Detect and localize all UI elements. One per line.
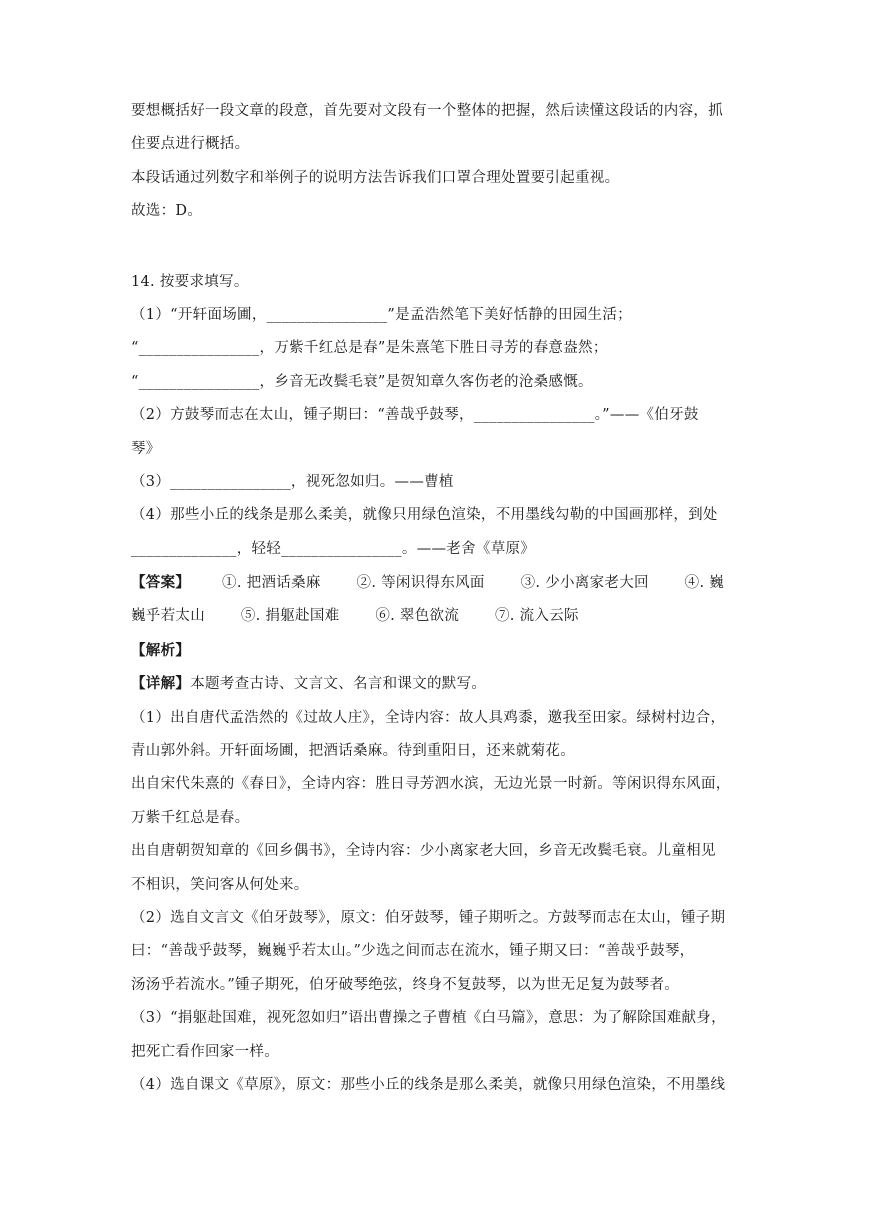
detail-line: 出自唐朝贺知章的《回乡偶书》，全诗内容：少小离家老大回，乡音无改鬓毛衰。儿童相见: [131, 843, 716, 860]
question-line: （2）方鼓琴而志在太山，锺子期曰：“善哉乎鼓琴，________________。”——《伯牙鼓: [131, 407, 699, 424]
answer-line: [131, 606, 773, 627]
question-line: （4）那些小丘的线条是那么柔美，就像只用绿色渲染，不用墨线勾勒的中国画那样，到处: [131, 507, 718, 524]
text-line: 故选：D。: [131, 203, 203, 220]
question-line: （1）“开轩面场圃，________________”是孟浩然笔下美好恬静的田园生活；: [131, 306, 632, 323]
text-line: 住要点进行概括。: [131, 136, 250, 153]
detail-line: [131, 673, 773, 695]
answer-item: 巍乎若太山: [131, 608, 205, 625]
detail-line: 汤汤乎若流水。”锺子期死，伯牙破琴绝弦，终身不复鼓琴，以为世无足复为鼓琴者。: [131, 976, 680, 993]
detail-line: 出自宋代朱熹的《春日》，全诗内容：胜日寻芳泗水滨，无边光景一时新。等闲识得东风面，: [131, 776, 731, 793]
detail-line: 青山郭外斜。开轩面场圃，把酒话桑麻。待到重阳日，还来就菊花。: [131, 743, 575, 760]
detail-label: 【详解】: [131, 675, 191, 693]
text-line: 本段话通过列数字和举例子的说明方法告诉我们口罩合理处置要引起重视。: [131, 169, 620, 186]
text-line: 要想概括好一段文章的段意，首先要对文段有一个整体的把握，然后读懂这段话的内容，抓: [131, 103, 723, 119]
answer-line: [131, 572, 773, 594]
answer-label: 【答案】: [131, 574, 191, 592]
detail-line: （3）“捐躯赴国难，视死忽如归”语出曹操之子曹植《白马篇》，意思：为了解除国难献身，: [131, 1010, 726, 1027]
question-line: “________________，万紫千红总是春”是朱熹笔下胜日寻芳的春意盎然；: [131, 340, 608, 357]
answer-item: ①. 把酒话桑麻: [222, 575, 321, 592]
detail-text: 本题考查古诗、文言文、名言和课文的默写。: [190, 676, 487, 693]
question-line: ______________，轻轻________________。——老舍《草原》: [131, 540, 536, 557]
detail-line: 把死亡看作回家一样。: [131, 1043, 279, 1060]
detail-line: 不相识，笑问客从何处来。: [131, 876, 309, 893]
detail-line: （4）选自课文《草原》，原文：那些小丘的线条是那么柔美，就像只用绿色渲染，不用墨线: [131, 1076, 726, 1093]
question-line: 琴》: [131, 440, 161, 457]
answer-item: ②. 等闲识得东风面: [356, 575, 485, 592]
question-line: “________________，乡音无改鬓毛衰”是贺知章久客伤老的沧桑感慨。: [131, 373, 593, 390]
question-title: 14. 按要求填写。: [131, 273, 249, 290]
answer-item: ③. 少小离家老大回: [520, 575, 649, 592]
detail-line: 万紫千红总是春。: [131, 809, 250, 826]
answer-item: ⑤. 捐躯赴国难: [240, 608, 340, 625]
analysis-label: 【解析】: [131, 641, 191, 659]
question-line: （3）________________，视死忽如归。——曹植: [131, 473, 454, 490]
paragraph-gap: [131, 235, 773, 272]
answer-item: ⑥. 翠色欲流: [375, 608, 460, 625]
answer-item: ⑦. 流入云际: [494, 608, 579, 625]
answer-item: ④. 巍: [684, 575, 725, 592]
detail-line: （2）选自文言文《伯牙鼓琴》，原文：伯牙鼓琴，锺子期听之。方鼓琴而志在太山，锺子期: [131, 909, 726, 926]
detail-line: 曰：“善哉乎鼓琴，巍巍乎若太山。”少选之间而志在流水，锺子期又曰：“善哉乎鼓琴，: [131, 943, 695, 960]
detail-line: （1）出自唐代孟浩然的《过故人庄》，全诗内容：故人具鸡黍，邀我至田家。绿树村边合，: [131, 709, 726, 726]
